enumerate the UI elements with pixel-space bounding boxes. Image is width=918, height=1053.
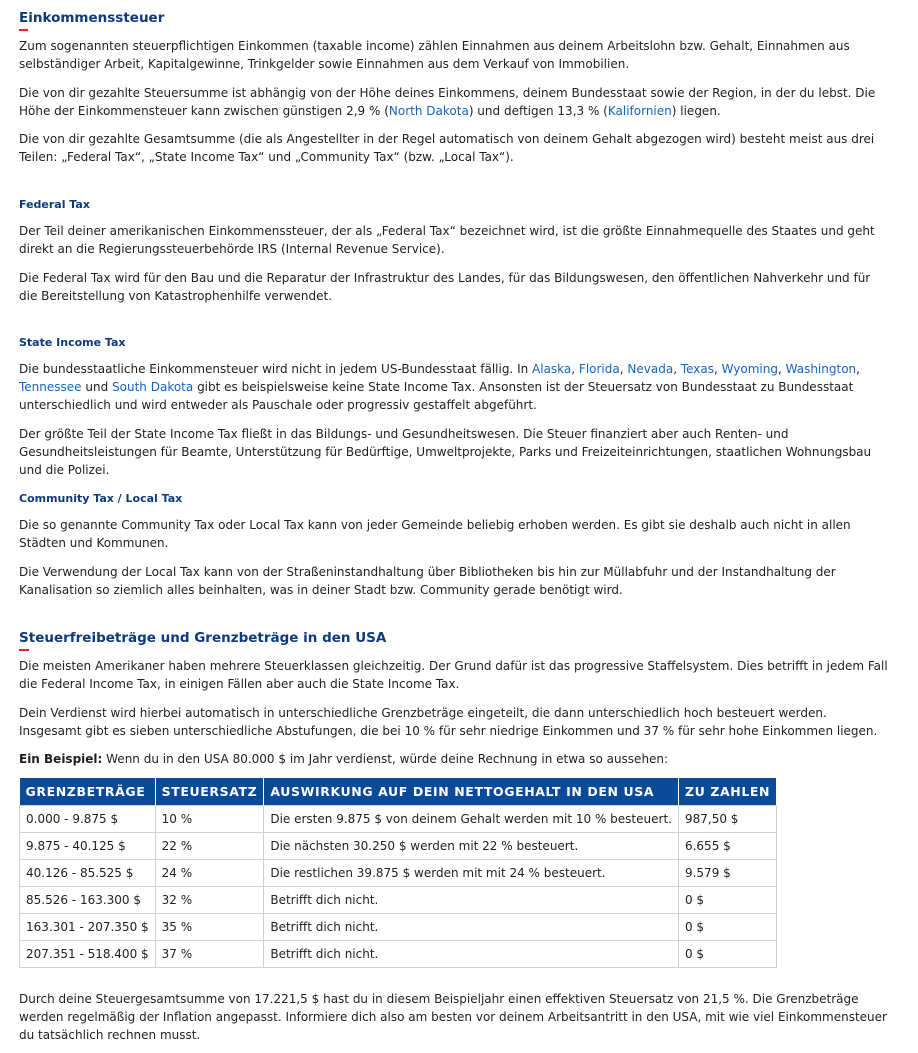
cell-steuersatz: 22 % — [155, 833, 264, 860]
paragraph-three-parts: Die von dir gezahlte Gesamtsumme (die als Angestellter in der Regel automatisch von deinem Gehalt abgezogen wird) besteht meist aus drei Teilen: „Federal Tax“, „State Income Tax“ und „Community Tax“ (bzw. „Local Tax“). — [19, 132, 875, 164]
table-row — [20, 860, 777, 887]
cell-grenzbetrag: 9.875 - 40.125 $ — [20, 833, 156, 860]
table-row — [20, 833, 777, 860]
cell-auswirkung: Die nächsten 30.250 $ werden mit 22 % besteuert. — [264, 833, 679, 860]
heading-federal-tax: Federal Tax — [19, 198, 90, 211]
example-label: Ein Beispiel: — [19, 752, 103, 766]
heading-einkommenssteuer: Einkommenssteuer — [19, 10, 165, 26]
paragraph-community-1: Die so genannte Community Tax oder Local Tax kann von jeder Gemeinde beliebig erhoben werden. Es gibt sie deshalb auch nicht in allen Städten und Kommunen. — [19, 518, 851, 550]
link-south-dakota[interactable]: South Dakota — [112, 380, 194, 394]
table-row — [20, 887, 777, 914]
link-alaska[interactable]: Alaska — [532, 362, 572, 376]
paragraph-taxable-income: Zum sogenannten steuerpflichtigen Einkommen (taxable income) zählen Einnahmen aus deinem Arbeitslohn bzw. Gehalt, Einnahmen aus selbständiger Arbeit, Kapitalgewinne, Trinkgelder sowie Einnahmen aus dem Verkauf von Immobilien. — [19, 39, 850, 71]
table-body — [20, 806, 777, 968]
cell-auswirkung: Betrifft dich nicht. — [264, 914, 679, 941]
link-nevada[interactable]: Nevada — [627, 362, 674, 376]
cell-grenzbetrag: 40.126 - 85.525 $ — [20, 860, 156, 887]
heading-freibetraege: Steuerfreibeträge und Grenzbeträge in den USA — [19, 630, 387, 646]
cell-steuersatz: 10 % — [155, 806, 264, 833]
paragraph-state-1: Die bundesstaatliche Einkommensteuer wird nicht in jedem US-Bundesstaat fällig. In Alaska, Florida, Nevada, Texas, Wyoming, Washington, Tennessee und South Dakota gibt es beispielsweise keine State Income Tax. Ansonsten ist der Steuersatz von Bundesstaat zu Bundesstaat unterschiedlich und wird entweder als Pauschale oder progressiv gestaffelt abgeführt. — [19, 362, 860, 412]
paragraph-tax-range: Die von dir gezahlte Steuersumme ist abhängig von der Höhe deines Einkommens, deinem Bundesstaat sowie der Region, in der du lebst. Die Höhe der Einkommensteuer kann zwischen günstigen 2,9 % (North Dakota) und deftigen 13,3 % (Kalifornien) liegen. — [19, 86, 876, 118]
cell-steuersatz: 35 % — [155, 914, 264, 941]
paragraph-staffelsystem: Die meisten Amerikaner haben mehrere Steuerklassen gleichzeitig. Der Grund dafür ist das progressive Staffelsystem. Dies betrifft in jedem Fall die Federal Income Tax, in einigen Fällen aber auch die State Income Tax. — [19, 659, 888, 691]
paragraph-example: Ein Beispiel: Wenn du in den USA 80.000 $ im Jahr verdienst, würde deine Rechnung in etwa so aussehen: — [19, 752, 669, 766]
cell-steuersatz: 37 % — [155, 941, 264, 968]
cell-zu-zahlen: 0 $ — [678, 887, 776, 914]
table-row — [20, 806, 777, 833]
cell-auswirkung: Betrifft dich nicht. — [264, 887, 679, 914]
paragraph-state-2: Der größte Teil der State Income Tax fließt in das Bildungs- und Gesundheitswesen. Die Steuer finanziert aber auch Renten- und Gesundheitsleistungen für Beamte, Unterstützung für Bedürftige, Umweltprojekte, Parks und Freizeiteinrichtungen, staatlichen Wohnungsbau und die Polizei. — [19, 427, 872, 477]
paragraph-federal-2: Die Federal Tax wird für den Bau und die Reparatur der Infrastruktur des Landes, für das Bildungswesen, den öffentlichen Nahverkehr und für die Bereitstellung von Katastrophenhilfe verwendet. — [19, 271, 871, 303]
cell-zu-zahlen: 6.655 $ — [678, 833, 776, 860]
paragraph-federal-1: Der Teil deiner amerikanischen Einkommenssteuer, der als „Federal Tax“ bezeichnet wird, ist die größte Einnahmequelle des Staates und geht direkt an die Regierungssteuerbehörde IRS (Internal Revenue Service). — [19, 224, 875, 256]
header-auswirkung: AUSWIRKUNG AUF DEIN NETTOGEHALT IN DEN USA — [264, 778, 679, 806]
paragraph-community-2: Die Verwendung der Local Tax kann von der Straßeninstandhaltung über Bibliotheken bis hin zur Müllabfuhr und der Instandhaltung der Kanalisation so ziemlich alles beinhalten, was in deiner Stadt bzw. Community gerade benötigt wird. — [19, 565, 836, 597]
cell-zu-zahlen: 987,50 $ — [678, 806, 776, 833]
cell-zu-zahlen: 0 $ — [678, 941, 776, 968]
cell-auswirkung: Die ersten 9.875 $ von deinem Gehalt werden mit 10 % besteuert. — [264, 806, 679, 833]
heading-community-tax: Community Tax / Local Tax — [19, 492, 183, 505]
cell-auswirkung: Betrifft dich nicht. — [264, 941, 679, 968]
table-row — [20, 941, 777, 968]
header-zu-zahlen: ZU ZAHLEN — [678, 778, 776, 806]
cell-grenzbetrag: 163.301 - 207.350 $ — [20, 914, 156, 941]
link-florida[interactable]: Florida — [578, 362, 620, 376]
link-north-dakota[interactable]: North Dakota — [388, 104, 469, 118]
link-kalifornien[interactable]: Kalifornien — [607, 104, 672, 118]
cell-grenzbetrag: 85.526 - 163.300 $ — [20, 887, 156, 914]
header-grenzbetraege: GRENZBETRÄGE — [20, 778, 156, 806]
table-row — [20, 914, 777, 941]
table-header-row — [20, 778, 777, 806]
cell-zu-zahlen: 0 $ — [678, 914, 776, 941]
link-texas[interactable]: Texas — [680, 362, 714, 376]
link-tennessee[interactable]: Tennessee — [19, 380, 82, 394]
cell-zu-zahlen: 9.579 $ — [678, 860, 776, 887]
heading-state-income-tax: State Income Tax — [19, 336, 126, 349]
paragraph-closing: Durch deine Steuergesamtsumme von 17.221,5 $ hast du in diesem Beispieljahr einen effektiven Steuersatz von 21,5 %. Die Grenzbeträge werden regelmäßig der Inflation angepasst. Informiere dich also am besten vor deinem Arbeitsantritt in den USA, mit wie viel Einkommensteuer du tatsächlich rechnen musst. — [19, 992, 887, 1042]
cell-auswirkung: Die restlichen 39.875 $ werden mit mit 24 % besteuert. — [264, 860, 679, 887]
tax-bracket-table — [19, 778, 777, 968]
cell-steuersatz: 32 % — [155, 887, 264, 914]
link-washington[interactable]: Washington — [785, 362, 857, 376]
paragraph-grenzbetraege: Dein Verdienst wird hierbei automatisch in unterschiedliche Grenzbeträge eingeteilt, die dann unterschiedlich hoch besteuert werden. Insgesamt gibt es sieben unterschiedliche Abstufungen, die bei 10 % für sehr niedrige Einkommen und 37 % für sehr hohe Einkommen liegen. — [19, 706, 878, 738]
cell-grenzbetrag: 0.000 - 9.875 $ — [20, 806, 156, 833]
header-steuersatz: STEUERSATZ — [155, 778, 264, 806]
cell-grenzbetrag: 207.351 - 518.400 $ — [20, 941, 156, 968]
link-wyoming[interactable]: Wyoming — [721, 362, 778, 376]
cell-steuersatz: 24 % — [155, 860, 264, 887]
